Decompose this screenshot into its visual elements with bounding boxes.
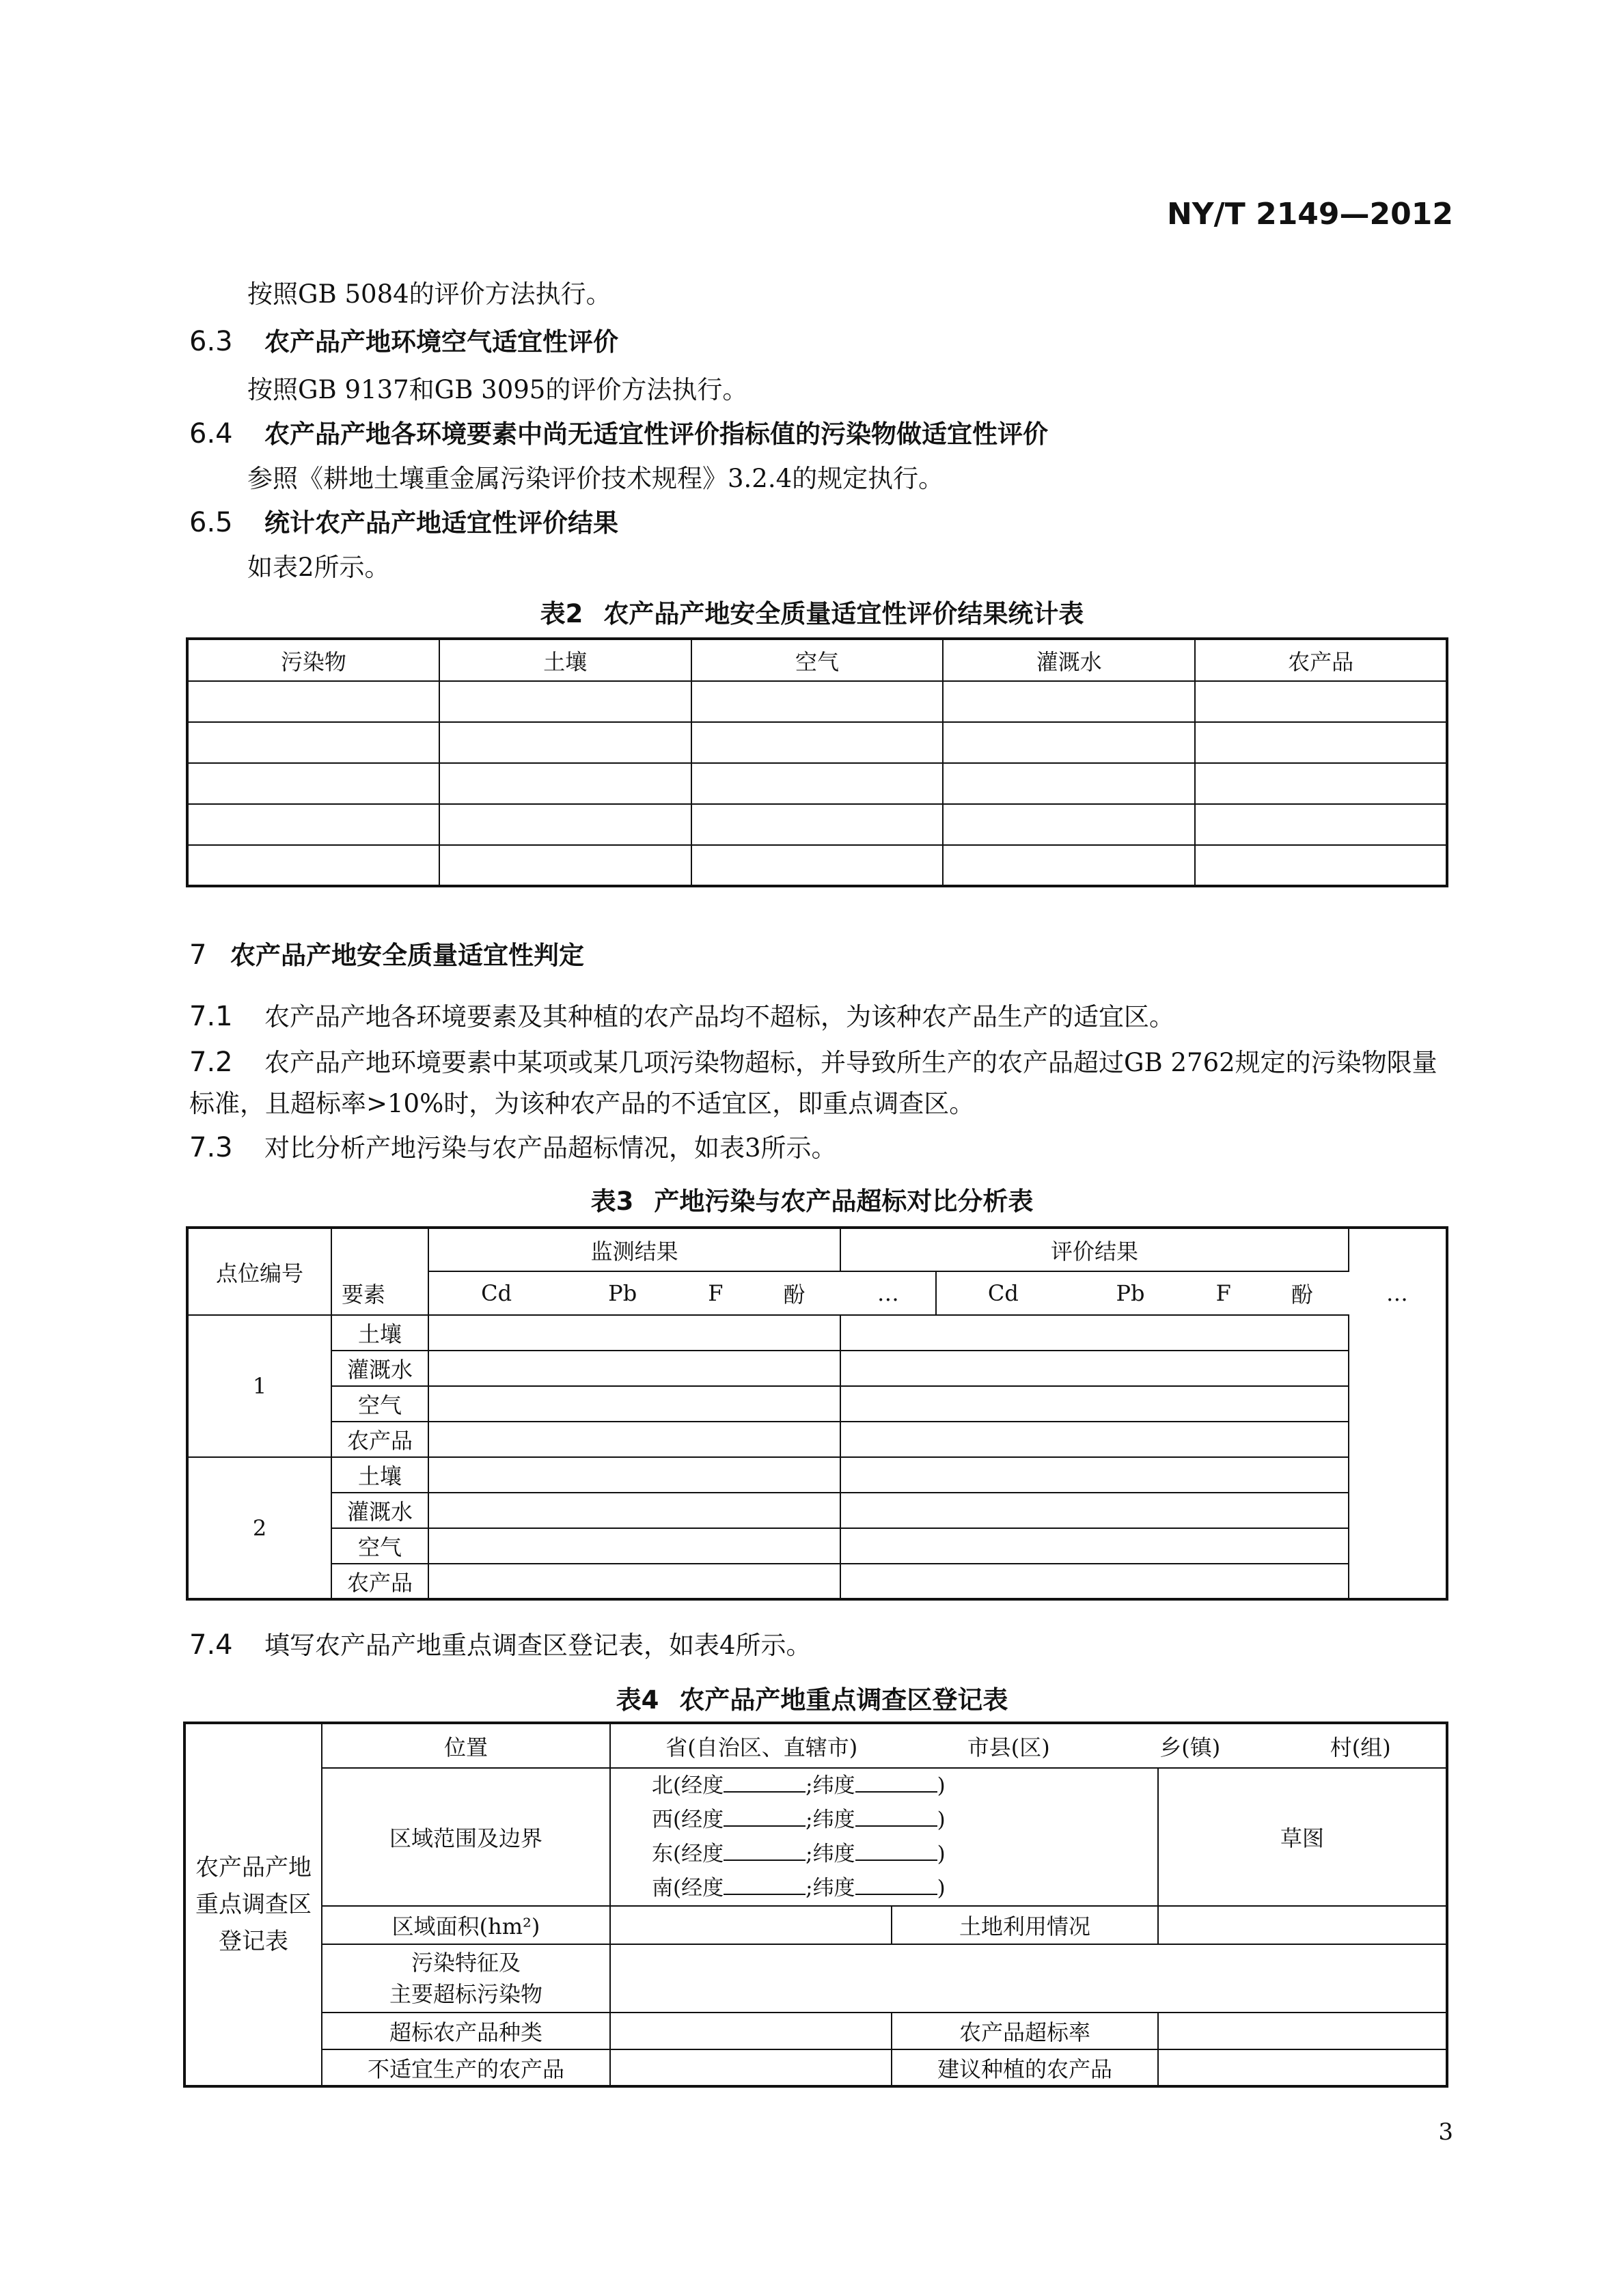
- table2-header: 土壤: [439, 639, 691, 681]
- table-row: [187, 845, 1447, 886]
- paragraph: 按照GB 5084的评价方法执行。: [247, 279, 611, 309]
- location-label: 位置: [322, 1723, 610, 1768]
- range-line-east: [652, 1837, 1157, 1871]
- section-title: 农产品产地各环境要素中尚无适宜性评价指标值的污染物做适宜性评价: [264, 419, 1048, 449]
- range-fields: [610, 1768, 1158, 1906]
- exceed-rate-value[interactable]: [1158, 2013, 1447, 2049]
- location-town: 乡(镇): [1159, 1734, 1221, 1760]
- table-cell: [943, 722, 1195, 763]
- range-latitude: ;纬度: [806, 1842, 855, 1866]
- table-cell: [691, 722, 944, 763]
- clause-text: 农产品产地环境要素中某项或某几项污染物超标，并导致所生产的农产品超过GB 2762规定的污染物限量标准，且超标率>10%时，为该种农产品的不适宜区，即重点调查区。: [189, 1048, 1437, 1118]
- table-cell: [943, 763, 1195, 804]
- section-title: 农产品产地安全质量适宜性判定: [230, 941, 584, 970]
- element-header: 要素: [342, 1282, 386, 1308]
- pollutant-phenol: 酚: [783, 1282, 806, 1308]
- pollutant-more: …: [1386, 1280, 1408, 1306]
- table4: [183, 1722, 1448, 2088]
- table-row: [187, 1315, 1447, 1351]
- table-cell: [428, 1386, 840, 1422]
- table-cell: [428, 1528, 840, 1564]
- table-cell: [439, 845, 691, 886]
- clause-number: 7.3: [189, 1132, 233, 1163]
- table-cell: [943, 804, 1195, 845]
- range-latitude: ;纬度: [806, 1773, 855, 1798]
- table-row: [187, 763, 1447, 804]
- table4-side-label: 农产品产地重点调查区登记表: [184, 1723, 322, 2086]
- table-cell: [840, 1457, 1348, 1493]
- range-end: ): [937, 1842, 946, 1866]
- range-line-north: [652, 1769, 1157, 1803]
- blank-field[interactable]: [855, 1840, 937, 1861]
- table2-caption: [0, 593, 1624, 630]
- section-number: 6.4: [189, 418, 233, 450]
- pollution-label: [322, 1944, 610, 2013]
- table-cell: [428, 1422, 840, 1457]
- section-number: 6.3: [189, 326, 233, 357]
- clause-7-3: [189, 1127, 1460, 1169]
- range-end: ): [937, 1876, 946, 1900]
- table-title: 农产品产地重点调查区登记表: [679, 1685, 1008, 1715]
- table-row: [187, 804, 1447, 845]
- standard-code: NY/T 2149—2012: [1166, 197, 1453, 232]
- point-header: 点位编号: [187, 1228, 331, 1315]
- area-label: 区域面积(hm²): [322, 1906, 610, 1944]
- element-label: 农产品: [331, 1422, 428, 1457]
- table-cell: [428, 1315, 840, 1351]
- location-province: 省(自治区、直辖市): [665, 1734, 858, 1760]
- table-cell: [439, 681, 691, 722]
- paragraph: 按照GB 9137和GB 3095的评价方法执行。: [247, 375, 748, 404]
- table-cell: [840, 1386, 1348, 1422]
- table4-caption: [0, 1679, 1624, 1716]
- pollutant-pb: Pb: [608, 1280, 637, 1306]
- table-cell: [187, 681, 439, 722]
- table-cell: [439, 804, 691, 845]
- table-cell: [428, 1351, 840, 1386]
- table-title: 产地污染与农产品超标对比分析表: [654, 1187, 1034, 1216]
- blank-field[interactable]: [724, 1772, 806, 1793]
- table-cell: [187, 804, 439, 845]
- table-cell: [691, 845, 944, 886]
- pollutant-phenol: 酚: [1291, 1282, 1313, 1308]
- element-label: 灌溉水: [331, 1493, 428, 1528]
- unsuitable-value[interactable]: [610, 2049, 892, 2086]
- table2-header: 污染物: [187, 639, 439, 681]
- pollution-label-line: 主要超标污染物: [389, 1981, 542, 2007]
- element-label: 土壤: [331, 1315, 428, 1351]
- range-latitude: ;纬度: [806, 1808, 855, 1832]
- table-cell: [1195, 804, 1447, 845]
- pollutant-pb: Pb: [1116, 1280, 1145, 1306]
- range-end: ): [937, 1773, 946, 1798]
- table2: [186, 637, 1448, 887]
- table-row: [187, 681, 1447, 722]
- table-cell: [840, 1315, 1348, 1351]
- blank-field[interactable]: [724, 1875, 806, 1895]
- location-city: 市县(区): [967, 1734, 1050, 1760]
- table-cell: [428, 1564, 840, 1599]
- point-number: 1: [187, 1315, 331, 1457]
- element-label: 土壤: [331, 1457, 428, 1493]
- section-6-5: [189, 502, 618, 539]
- exceed-types-value[interactable]: [610, 2013, 892, 2049]
- range-label: 区域范围及边界: [322, 1768, 610, 1906]
- section-7: [189, 935, 584, 971]
- section-6-3: [189, 321, 618, 358]
- table-row: [187, 1564, 1447, 1599]
- table-cell: [187, 722, 439, 763]
- area-value[interactable]: [610, 1906, 892, 1944]
- paragraph: 如表2所示。: [247, 553, 390, 582]
- table-cell: [691, 763, 944, 804]
- table-cell: [1195, 722, 1447, 763]
- table-cell: [1195, 681, 1447, 722]
- pollutant-f: F: [1215, 1280, 1231, 1306]
- element-label: 空气: [331, 1528, 428, 1564]
- pollutant-more: …: [877, 1280, 899, 1306]
- pollutant-f: F: [708, 1280, 724, 1306]
- eval-header: 评价结果: [840, 1228, 1348, 1271]
- table-number: 表3: [590, 1187, 634, 1216]
- table2-header: 农产品: [1195, 639, 1447, 681]
- table-cell: [1195, 845, 1447, 886]
- blank-field[interactable]: [855, 1772, 937, 1793]
- clause-text: 填写农产品产地重点调查区登记表，如表4所示。: [264, 1631, 812, 1660]
- clause-7-2: [189, 1042, 1460, 1124]
- sketch-label: 草图: [1158, 1768, 1447, 1906]
- table-row: [187, 722, 1447, 763]
- element-label: 空气: [331, 1386, 428, 1422]
- table-cell: [943, 681, 1195, 722]
- blank-field[interactable]: [855, 1806, 937, 1827]
- range-end: ): [937, 1808, 946, 1832]
- section-title: 统计农产品产地适宜性评价结果: [264, 508, 618, 538]
- range-direction: 北(经度: [652, 1773, 724, 1798]
- table2-header: 空气: [691, 639, 944, 681]
- table-cell: [439, 722, 691, 763]
- table-row: [187, 1457, 1447, 1493]
- monitor-header: 监测结果: [428, 1228, 840, 1271]
- table-cell: [187, 763, 439, 804]
- pollution-label-line: 污染特征及: [411, 1950, 521, 1976]
- table-cell: [428, 1493, 840, 1528]
- recommended-value[interactable]: [1158, 2049, 1447, 2086]
- clause-number: 7.2: [189, 1047, 233, 1078]
- blank-field[interactable]: [724, 1840, 806, 1861]
- clause-text: 农产品产地各环境要素及其种植的农产品均不超标，为该种农产品生产的适宜区。: [264, 1002, 1174, 1032]
- landuse-value[interactable]: [1158, 1906, 1447, 1944]
- element-label: 灌溉水: [331, 1351, 428, 1386]
- range-line-west: [652, 1803, 1157, 1837]
- range-direction: 东(经度: [652, 1842, 724, 1866]
- section-6-4: [189, 413, 1048, 450]
- table-row: [187, 1422, 1447, 1457]
- section-number: 7: [189, 939, 207, 971]
- table-number: 表2: [540, 599, 583, 628]
- table-row: [187, 1386, 1447, 1422]
- landuse-label: 土地利用情况: [892, 1906, 1158, 1944]
- unsuitable-label: 不适宜生产的农产品: [322, 2049, 610, 2086]
- table-cell: [439, 763, 691, 804]
- table-cell: [840, 1493, 1348, 1528]
- clause-7-1: [189, 996, 1460, 1038]
- table-cell: [187, 845, 439, 886]
- section-title: 农产品产地环境空气适宜性评价: [264, 327, 618, 357]
- clause-text: 对比分析产地污染与农产品超标情况，如表3所示。: [264, 1133, 837, 1163]
- table2-header: 灌溉水: [943, 639, 1195, 681]
- table-row: [187, 1493, 1447, 1528]
- range-line-south: [652, 1871, 1157, 1905]
- table-cell: [691, 804, 944, 845]
- range-direction: 南(经度: [652, 1876, 724, 1900]
- point-number: 2: [187, 1457, 331, 1599]
- range-latitude: ;纬度: [806, 1876, 855, 1900]
- table-cell: [1195, 763, 1447, 804]
- clause-number: 7.4: [189, 1629, 233, 1661]
- exceed-rate-label: 农产品超标率: [892, 2013, 1158, 2049]
- location-fields: [610, 1723, 1447, 1768]
- blank-field[interactable]: [855, 1875, 937, 1895]
- table-row: [187, 1528, 1447, 1564]
- blank-field[interactable]: [724, 1806, 806, 1827]
- table-cell: [840, 1351, 1348, 1386]
- table-cell: [428, 1457, 840, 1493]
- table-row: [187, 1351, 1447, 1386]
- table-cell: [943, 845, 1195, 886]
- section-number: 6.5: [189, 507, 233, 538]
- table-title: 农产品产地安全质量适宜性评价结果统计表: [603, 599, 1084, 628]
- clause-number: 7.1: [189, 1001, 233, 1032]
- range-direction: 西(经度: [652, 1808, 724, 1832]
- pollution-value[interactable]: [610, 1944, 1447, 2013]
- element-label: 农产品: [331, 1564, 428, 1599]
- recommended-label: 建议种植的农产品: [892, 2049, 1158, 2086]
- page-number: 3: [1438, 2118, 1453, 2146]
- clause-7-4: [189, 1625, 1460, 1666]
- table-number: 表4: [616, 1685, 659, 1715]
- table-cell: [840, 1528, 1348, 1564]
- paragraph: 参照《耕地土壤重金属污染评价技术规程》3.2.4的规定执行。: [247, 464, 944, 493]
- pollutant-cd: Cd: [936, 1271, 1069, 1315]
- exceed-types-label: 超标农产品种类: [322, 2013, 610, 2049]
- table-cell: [691, 681, 944, 722]
- table-cell: [840, 1422, 1348, 1457]
- pollutant-cd: Cd: [481, 1280, 512, 1306]
- table-cell: [840, 1564, 1348, 1599]
- table3-caption: [0, 1180, 1624, 1217]
- location-village: 村(组): [1330, 1734, 1391, 1760]
